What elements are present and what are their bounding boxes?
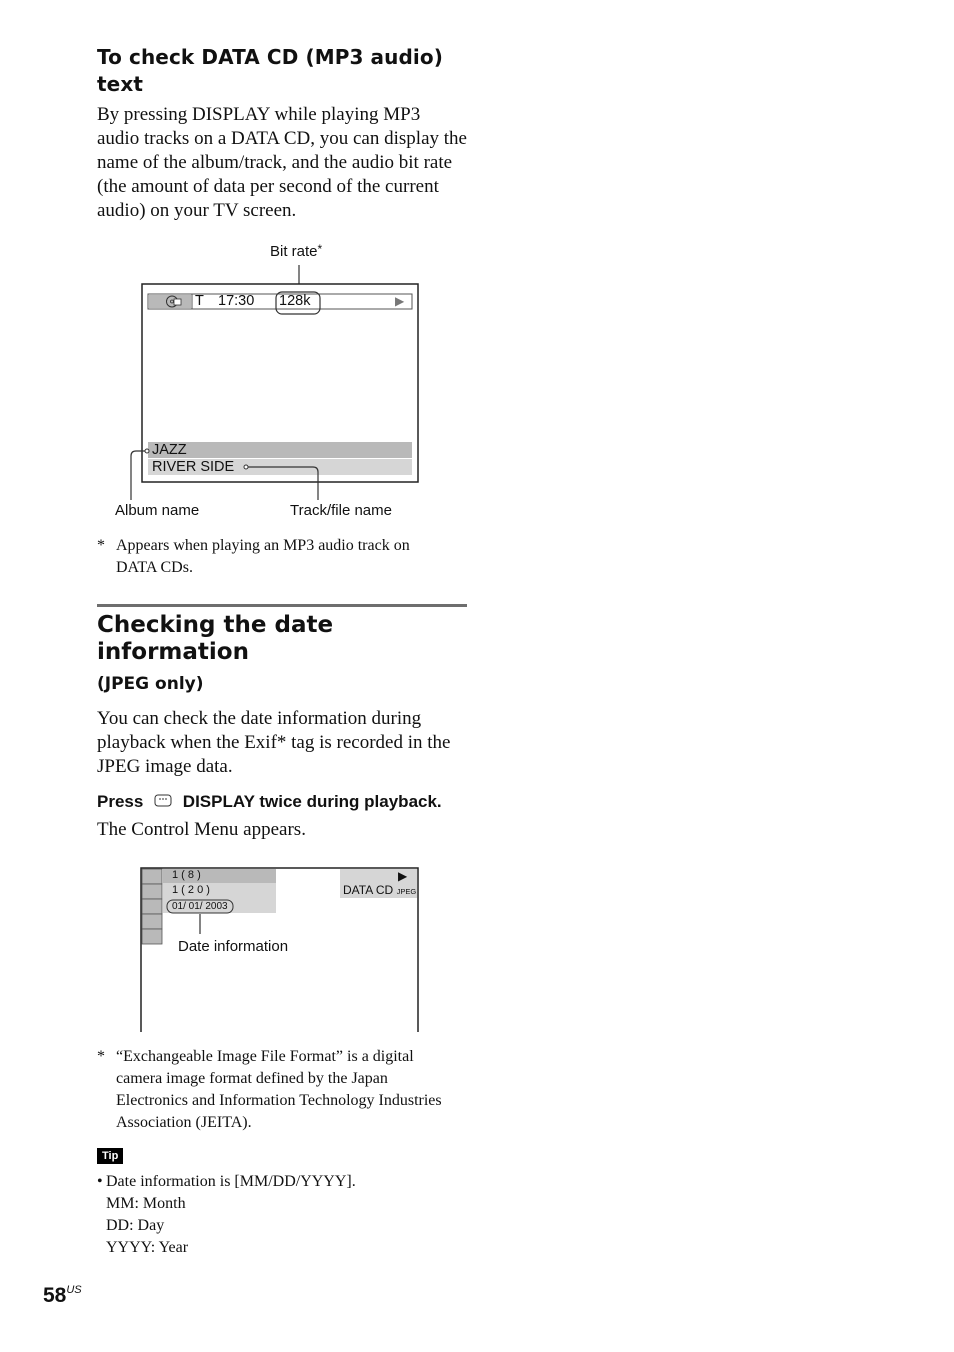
album-bar: [148, 442, 412, 458]
paragraph-line: By pressing DISPLAY while playing MP3: [97, 104, 421, 125]
footnote-line: “Exchangeable Image File Format” is a digital: [116, 1048, 414, 1065]
bitrate-label-text: Bit rate: [270, 243, 318, 260]
control-menu-result: The Control Menu appears.: [97, 819, 306, 840]
play-icon: ▶: [398, 869, 408, 883]
footnote-marker: *: [97, 537, 105, 554]
heading-line: text: [97, 72, 143, 96]
footnote-line: Electronics and Information Technology Industries: [116, 1092, 442, 1109]
section-subheading: (JPEG only): [97, 674, 204, 694]
footnote-marker: *: [97, 1048, 105, 1065]
elapsed-time: 17:30: [218, 293, 255, 309]
paragraph-line: audio) on your TV screen.: [97, 200, 297, 221]
menu-icon-column: [142, 869, 162, 944]
footnote-line: Appears when playing an MP3 audio track on: [116, 537, 410, 554]
footnote-line: Association (JEITA).: [116, 1114, 252, 1131]
display-button-icon: [154, 794, 174, 808]
page-number-value: 58: [43, 1284, 67, 1307]
jpeg-control-menu-diagram: [0, 860, 954, 1040]
paragraph-line: audio tracks on a DATA CD, you can display the: [97, 128, 467, 149]
track-prefix: T: [195, 293, 204, 309]
track-name-label: Track/file name: [290, 502, 392, 519]
album-text: JAZZ: [152, 442, 187, 458]
tip-line: Date information is [MM/DD/YYYY].: [106, 1173, 356, 1190]
media-type: [343, 883, 416, 897]
footnote-line: DATA CDs.: [116, 559, 193, 576]
paragraph-line: (the amount of data per second of the current: [97, 176, 439, 197]
media-label: DATA CD: [343, 883, 394, 897]
tip-line: MM: Month: [106, 1195, 186, 1212]
paragraph-line: JPEG image data.: [97, 756, 233, 777]
paragraph-line: playback when the Exif* tag is recorded in the: [97, 732, 451, 753]
status-icon-bg: [149, 295, 191, 308]
heading-line: information: [97, 639, 249, 665]
bitrate-value: 128k: [279, 293, 311, 309]
tip-bullet: •: [97, 1173, 103, 1190]
instruction-step: [97, 792, 442, 812]
play-icon: ▶: [395, 294, 405, 308]
page-region: US: [66, 1284, 82, 1296]
paragraph-line: name of the album/track, and the audio bit rate: [97, 152, 453, 173]
instruction-press: Press: [97, 792, 144, 811]
tip-line: YYYY: Year: [106, 1239, 189, 1256]
heading-line: To check DATA CD (MP3 audio): [97, 45, 443, 69]
tip-badge: Tip: [97, 1148, 123, 1164]
date-information-label: Date information: [178, 938, 289, 955]
asterisk: *: [317, 242, 323, 256]
paragraph-line: You can check the date information during: [97, 708, 422, 729]
tip-line: DD: Day: [106, 1217, 165, 1234]
mp3-display-diagram: [0, 0, 954, 540]
footnote-line: camera image format defined by the Japan: [116, 1070, 388, 1087]
menu-row-1: 1 ( 8 ): [172, 869, 201, 881]
section-divider: [97, 604, 467, 607]
tip-content: [106, 1171, 356, 1259]
footnote-mp3: [116, 535, 476, 579]
heading-line: Checking the date: [97, 612, 334, 638]
date-paragraph: [97, 707, 477, 779]
menu-row-2: 1 ( 2 0 ): [172, 884, 210, 896]
instruction-text: DISPLAY twice during playback.: [182, 792, 442, 811]
track-text: RIVER SIDE: [152, 459, 235, 475]
footnote-exif: [116, 1046, 486, 1134]
album-name-label: Album name: [115, 502, 200, 519]
media-sub-label: JPEG: [396, 887, 417, 896]
page-number: [43, 1284, 82, 1308]
menu-date-value: 01/ 01/ 2003: [172, 901, 228, 912]
section-heading-date: [97, 612, 333, 666]
